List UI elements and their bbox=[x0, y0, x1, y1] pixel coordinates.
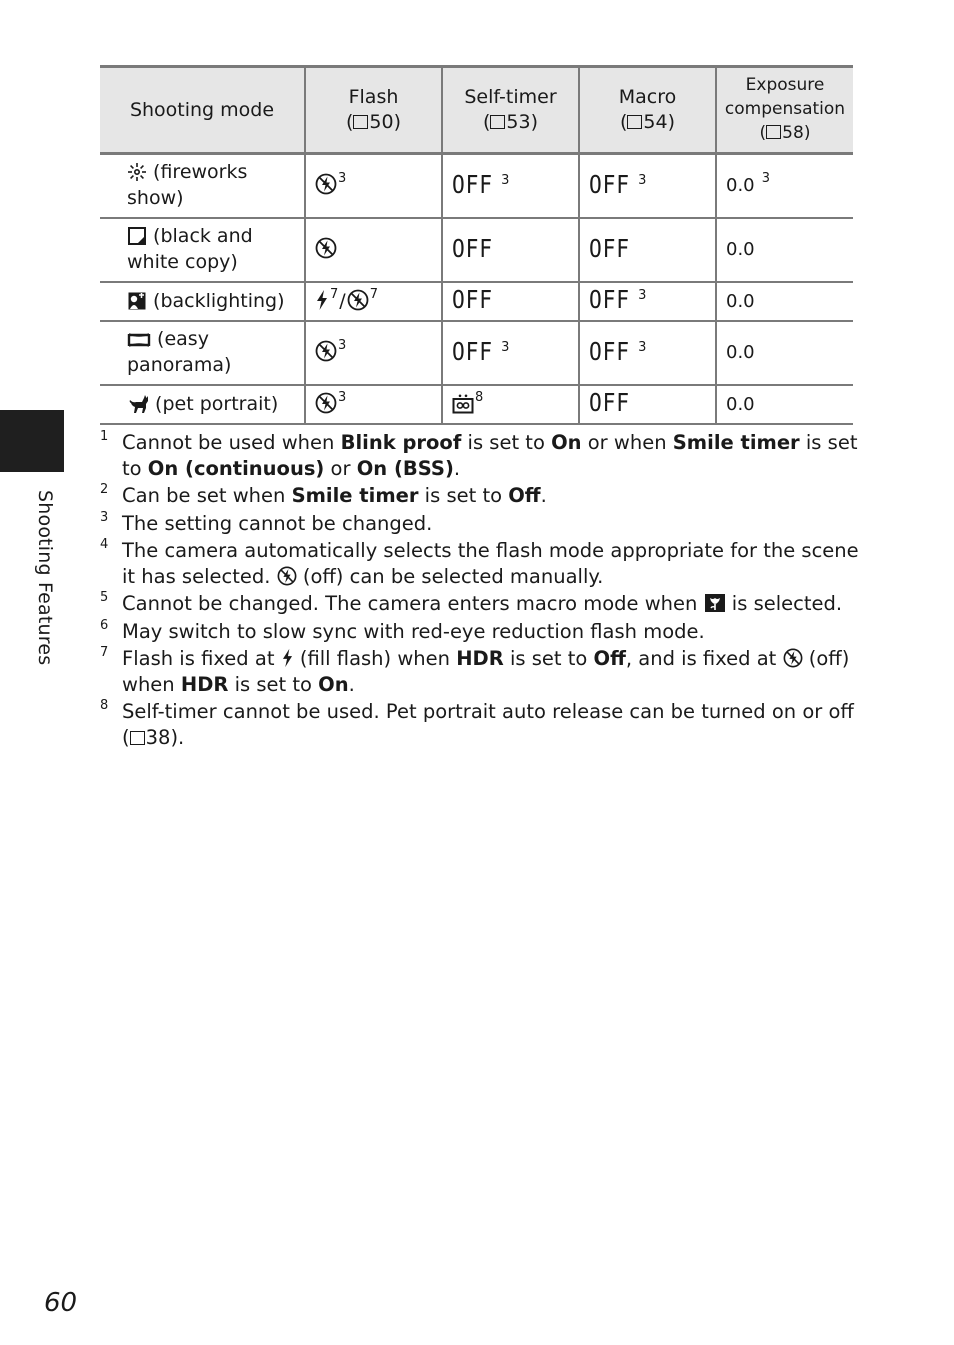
header-macro: Macro ( 54) bbox=[579, 67, 716, 154]
fill-flash-icon bbox=[281, 648, 294, 668]
section-tab-marker bbox=[0, 410, 64, 472]
table-row bbox=[100, 385, 853, 424]
scene-mode-settings-table bbox=[100, 65, 853, 425]
self-timer-cell: 8 bbox=[442, 385, 579, 424]
footnote-2: 2 Can be set when Smile timer is set to Off. bbox=[100, 482, 547, 507]
self-timer-cell: OFF bbox=[442, 282, 579, 321]
exposure-cell: 0.0 bbox=[716, 385, 853, 424]
exposure-cell: 0.0 bbox=[716, 321, 853, 385]
table-row bbox=[100, 218, 853, 282]
mode-cell: (easy panorama) bbox=[100, 321, 305, 385]
page-reference-icon bbox=[353, 115, 368, 129]
table-row bbox=[100, 282, 853, 321]
table-header-row bbox=[100, 67, 853, 154]
flash-off-icon bbox=[315, 340, 337, 362]
easy-panorama-icon bbox=[127, 331, 151, 349]
header-shooting-mode: Shooting mode bbox=[100, 67, 305, 154]
table-row bbox=[100, 154, 853, 219]
flash-cell: 3 bbox=[305, 385, 442, 424]
footnote-4: 4 The camera automatically selects the flash mode appropriate for the scene it has selected. (off) can be selected manually. bbox=[100, 537, 859, 588]
flash-off-icon bbox=[277, 566, 297, 586]
page-reference-icon bbox=[627, 115, 642, 129]
footnote-3: 3 The setting cannot be changed. bbox=[100, 509, 433, 535]
flash-cell: 3 bbox=[305, 154, 442, 219]
mode-cell: (black and white copy) bbox=[100, 218, 305, 282]
flash-cell: $^7$/ $^7$ bbox=[305, 282, 442, 321]
pet-portrait-icon bbox=[127, 394, 149, 414]
mode-cell: (pet portrait) bbox=[100, 385, 305, 424]
flash-cell: 3 bbox=[305, 321, 442, 385]
section-label: Shooting Features bbox=[34, 490, 56, 666]
self-timer-cell: OFF bbox=[442, 218, 579, 282]
header-exposure-compensation: Exposure compensation ( 58) bbox=[716, 67, 853, 154]
fill-flash-icon bbox=[315, 289, 329, 311]
black-white-copy-icon bbox=[127, 226, 147, 246]
macro-cell: OFF $^3$ bbox=[579, 154, 716, 219]
macro-cell: OFF bbox=[579, 385, 716, 424]
footnote-7: 7 Flash is fixed at (fill flash) when HDR is set to Off, and is fixed at (off) when HDR is set to On. bbox=[100, 645, 850, 696]
exposure-cell: 0.0 bbox=[716, 218, 853, 282]
flash-cell bbox=[305, 218, 442, 282]
macro-cell: OFF $^3$ bbox=[579, 321, 716, 385]
footnotes bbox=[100, 430, 860, 752]
exposure-cell: 0.0 bbox=[716, 282, 853, 321]
macro-cell: OFF bbox=[579, 218, 716, 282]
flash-off-icon bbox=[315, 392, 337, 414]
footnote-8: 8 Self-timer cannot be used. Pet portrait auto release can be turned on or off ( 38). bbox=[100, 698, 854, 749]
page-reference-icon bbox=[490, 115, 505, 129]
self-timer-cell: OFF $^3$ bbox=[442, 154, 579, 219]
page-reference-icon bbox=[130, 731, 145, 745]
macro-cell: OFF $^3$ bbox=[579, 282, 716, 321]
self-timer-cell: OFF $^3$ bbox=[442, 321, 579, 385]
page-reference-icon bbox=[766, 125, 781, 139]
mode-cell: (fireworks show) bbox=[100, 154, 305, 219]
exposure-cell: 0.0 $^3$ bbox=[716, 154, 853, 219]
flash-off-icon bbox=[315, 173, 337, 195]
flash-off-icon bbox=[347, 289, 369, 311]
close-up-icon bbox=[704, 593, 726, 613]
fireworks-icon bbox=[127, 162, 147, 182]
pet-auto-release-icon bbox=[452, 394, 474, 414]
footnote-1: 1 Cannot be used when Blink proof is set to On or when Smile timer is set to On (continuous) or On (BSS). bbox=[100, 429, 858, 480]
mode-cell: (backlighting) bbox=[100, 282, 305, 321]
header-self-timer: Self-timer ( 53) bbox=[442, 67, 579, 154]
backlighting-icon bbox=[127, 291, 147, 311]
page-number: 60 bbox=[44, 1288, 78, 1318]
flash-off-icon bbox=[783, 648, 803, 668]
footnote-6: 6 May switch to slow sync with red-eye reduction flash mode. bbox=[100, 617, 705, 643]
table-row bbox=[100, 321, 853, 385]
header-flash: Flash ( 50) bbox=[305, 67, 442, 154]
footnote-5: 5 Cannot be changed. The camera enters macro mode when is selected. bbox=[100, 590, 843, 615]
flash-off-icon bbox=[315, 237, 337, 259]
